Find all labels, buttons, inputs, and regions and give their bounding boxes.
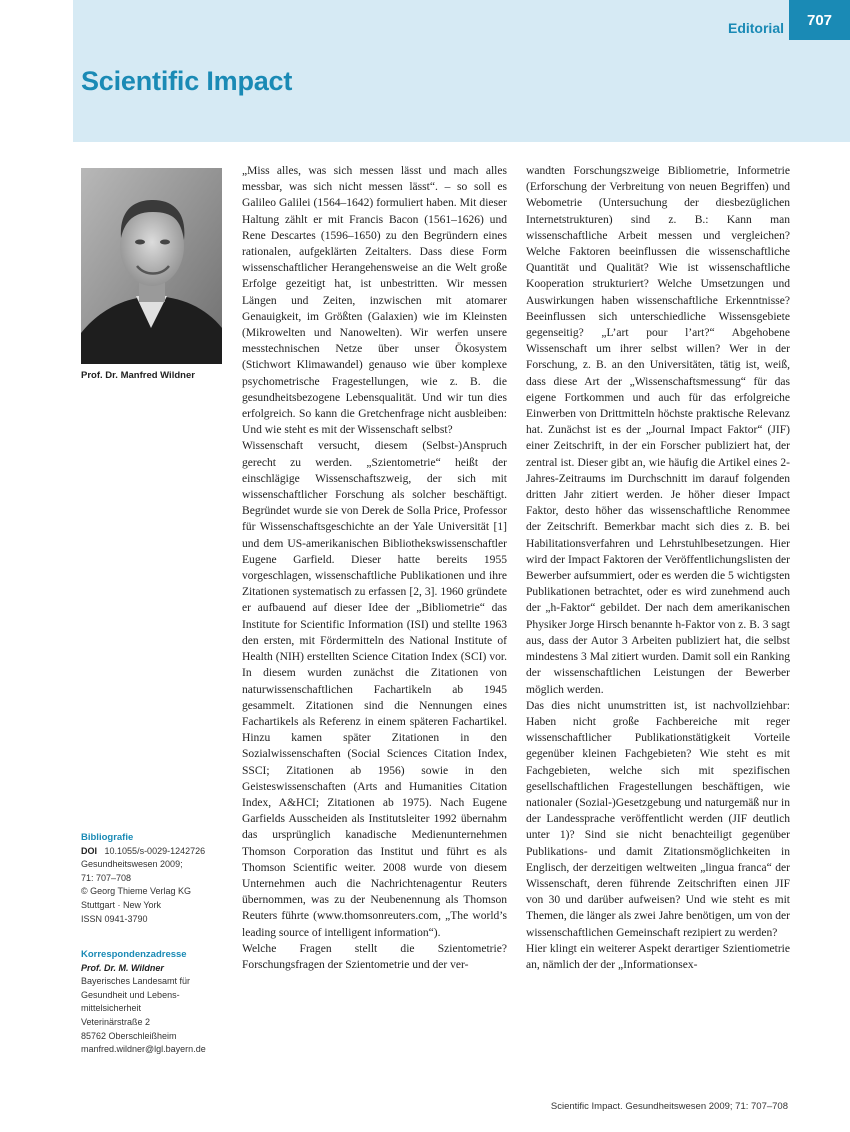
portrait-caption: Prof. Dr. Manfred Wildner (81, 370, 195, 381)
address-line: mittelsicherheit (81, 1003, 142, 1014)
address-line: Bayerisches Landesamt für (81, 976, 191, 987)
bibliography-block (81, 831, 233, 926)
paragraph: Das dies nicht unumstritten ist, ist nachvollziehbar: Haben nicht große Fachbereiche mit reger wissenschaftlicher Publikationstätigkeit Vorteile gegenüber kleinen Fachgebieten? Wie steht es mit Fachgebieten, welche sich mit spezifischen gesellschaftlichen Fragestellungen beschäftigen, wie nationaler (Sozial-)Gesetzgebung und naturgemäß nur in der Landessprache veröffentlicht werden (JIF deutlich unter 1)? Sind sie nicht benachteiligt gegenüber Publikations- und damit Zitationsmöglichkeiten in Englisch, der derzeitigen weltweiten „lingua franca“ der Wissenschaft, deren führende Zeitschriften einen JIF von 30 und darüber aufweisen? Und wie steht es mit Themen, die länger als zwei Jahre benötigen, um von der wissenschaftlichen Gemeinschaft rezipiert zu werden? (526, 699, 790, 939)
doi-label: DOI (81, 845, 98, 856)
paragraph: Hier klingt ein weiterer Aspekt derartiger Szientiometrie an, nämlich der der „Informationsex- (526, 942, 790, 971)
paragraph: Welche Fragen stellt die Szientometrie? Forschungsfragen der Szientometrie und der ver- (242, 942, 507, 971)
correspondence-name: Prof. Dr. M. Wildner (81, 962, 164, 973)
location-line: Stuttgart · New York (81, 899, 162, 910)
article-title: Scientific Impact (81, 66, 293, 96)
section-label: Editorial (727, 20, 784, 36)
correspondence-heading: Korrespondenzadresse (81, 949, 187, 960)
journal-line: Gesundheitswesen 2009; (81, 859, 183, 870)
address-line: Veterinärstraße 2 (81, 1016, 151, 1027)
author-portrait (81, 168, 222, 364)
issn-line: ISSN 0941-3790 (81, 913, 148, 924)
doi-line (81, 845, 233, 859)
email-link[interactable]: manfred.wildner@lgl.bayern.de (81, 1044, 206, 1055)
address-line: 85762 Oberschleißheim (81, 1030, 177, 1041)
paragraph: Wissenschaft versucht, diesem (Selbst-)Anspruch gerecht zu werden. „Szientometrie“ heißt der einschlägige Wissenschaftszweig, der sich mit wissenschaftlicher Forschung als solcher beschäftigt. Begründet wurde sie von Derek de Solla Price, Professor für Wissenschaftsgeschichte an der Yale Universität [1] und dem US-amerikanischen Bibliothekswissenschaftler Eugene Garfield. Dieser hatte bereits 1955 vorgeschlagen, wissenschaftliche Publikationen und ihre Zitationen systematisch zu erfassen [2, 3]. 1960 gründete er aufbauend auf dieser Idee der „Bibliometrie“ das Institute for Scientific Information (ISI) und stellte 1963 den ersten, mit Fördermitteln des National Institute of Health (NIH) erstellten Science Citation Index (SCI) vor. In diesem wurden zunächst die Zitationen von naturwissenschaftlichen Fachartikeln ab 1945 gesammelt. Zitationen sind die Nennungen eines Fachartikels als Referenz in einem späteren Fachartikel. Hinzu kamen später Zitationen in den Sozialwissenschaften (Social Sciences Citation Index, SSCI; Zitationen ab 1956) sowie in den Geisteswissenschaften (Arts and Humanities Citation Index, A&HCI; Zitationen ab 1975). Nach Eugene Garfields Ausscheiden als Institutsleiter 1992 übernahm das ursprünglich kanadische Medienunternehmen Thomson Corporation das Institut und führt es als Thomson Scientific weiter. 2008 wurde von diesem Unternehmen auch die Nachrichtenagentur Reuters übernommen, was zu der Neubenennung als Thomson Reuters führte (www.thomsonreuters.com, „The world’s leading source of intelligent information“). (242, 440, 507, 939)
paragraph: „Miss alles, was sich messen lässt und mach alles messbar, was sich nicht messen lässt“. – so soll es Galileo Galilei (1564–1642) formuliert haben. Mit dieser Haltung zählt er mit Francis Bacon (1561–1626) und Rene Descartes (1596–1650) zu den Begründern eines rationalen, aufgeklärten Zeitalters. Dass diese Form wissenschaftlicher Herangehensweise an die Welt große Erfolge gezeitigt hat, ist unbestritten. Wir messen Längen und Zeiten, inzwischen mit atomarer Genauigkeit, im Größten (Galaxien) wie im Kleinsten (Mikrowelten und Nanowelten). Wir werfen unsere messtechnischen Netze über unser Ökosystem (Stichwort Klimawandel) genauso wie über komplexe psychometrische Fragestellungen, wie z. B. die gesundheitsbezogene Lebensqualität. Und wir tun dies erfolgreich. So kann die Gretchenfrage nicht ausbleiben: Und wie steht es mit der Wissenschaft selbst? (242, 165, 507, 437)
body-column-1 (242, 163, 507, 1063)
page-number: 707 (789, 0, 850, 40)
correspondence-block (81, 948, 233, 1057)
paragraph: wandten Forschungszweige Bibliometrie, Informetrie (Erforschung der Verbreitung von neuen Begriffen) und Webometrie (Untersuchung der diesbezüglichen Internetstrukturen) sind z. B.: Kann man wissenschaftliche Arbeit messen und vergleichen? Welche Faktoren beeinflussen die wissenschaftliche Quantität und Qualität? Wie ist wissenschaftliche Kooperation strukturiert? Welche Umsetzungen und Auswirkungen haben wissenschaftliche Erkenntnisse? Beeinflussen sich unterschiedliche Wissensgebiete gegenseitig? „L’art pour l’art?“ Abgehobene Wissenschaft um ihrer selbst willen? Wer in der Forschung, z. B. an den Universitäten, tätig ist, weiß, dass diese Art der „Wissenschaftsmessung“ für das eigene Fortkommen und auch für das erfolgreiche Einwerben von Drittmitteln höchste praktische Relevanz hat. Zunächst ist es der „Journal Impact Faktor“ (JIF) einer Zeitschrift, in der ein Forscher publiziert hat, der zentral ist. Dieser gibt an, wie häufig die Artikel eines 2-Jahres-Zeitraums im Durchschnitt im darauf folgenden dritten Jahr zitiert werden. Je höher dieser Impact Faktor, desto höher das wissenschaftliche Renommee der Zeitschrift. Bemerkbar macht sich dies z. B. bei Habilitationsverfahren und Lehrstuhlbesetzungen. Hier wird der Impact Faktoren der Veröffentlichungslisten der Bewerber aufsummiert, oder es werden die 5 wichtigsten Publikationen betrachtet, oder es wird zunehmend auch der „h-Faktor“ gebildet. Der nach dem amerikanischen Physiker Jorge Hirsch benannte h-Faktor von z. B. 3 sagt aus, dass der Autor 3 Arbeiten publiziert hat, die selbst mindestens 3 Mal zitiert wurden. Damit soll ein Ranking der wissenschaftlichen Leistungen der Bewerber möglich werden. (526, 165, 790, 696)
pages-line: 71: 707–708 (81, 872, 132, 883)
body-column-2 (526, 163, 790, 1063)
copyright-line: © Georg Thieme Verlag KG (81, 886, 192, 897)
address-line: Gesundheit und Lebens- (81, 989, 180, 1000)
doi-value: 10.1055/s-0029-1242726 (104, 845, 206, 856)
bibliography-heading: Bibliografie (81, 832, 134, 843)
footer-citation: Scientific Impact. Gesundheitswesen 2009; 71: 707–708 (550, 1101, 788, 1112)
